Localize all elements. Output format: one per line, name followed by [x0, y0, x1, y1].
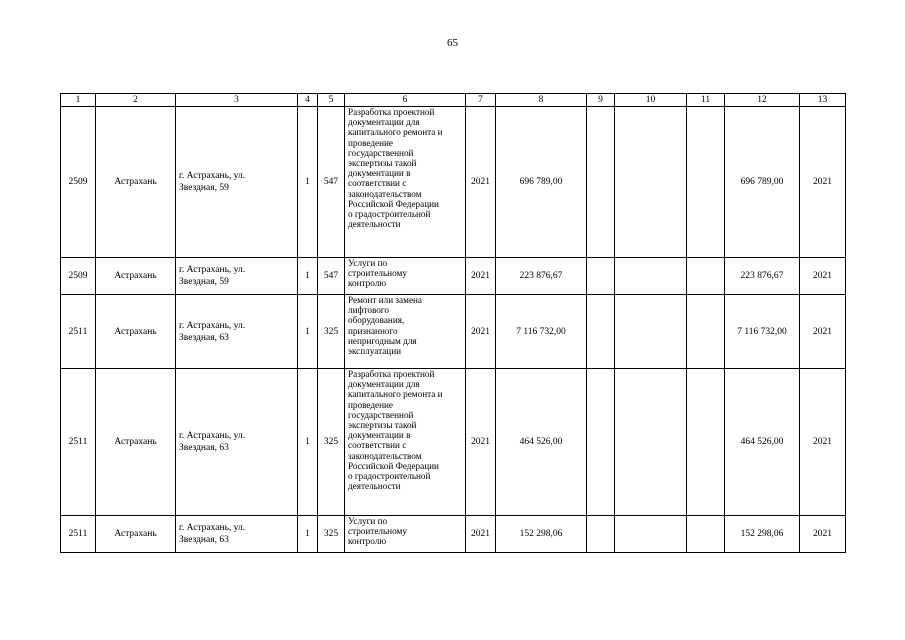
- column-header-1: 1: [61, 94, 96, 107]
- cell-col4: 1: [298, 516, 318, 553]
- table-row: [61, 516, 846, 553]
- cell-col9: [587, 107, 615, 258]
- cell-cost: 152 298,06: [496, 516, 587, 553]
- cell-city: Астрахань: [96, 369, 176, 516]
- cell-year: 2021: [466, 295, 496, 369]
- column-header-9: 9: [587, 94, 615, 107]
- cell-col10: [615, 516, 687, 553]
- page-number: 65: [447, 37, 458, 49]
- cell-col10: [615, 258, 687, 295]
- column-header-11: 11: [687, 94, 725, 107]
- cell-id: 2509: [61, 107, 96, 258]
- cell-cost: 464 526,00: [496, 369, 587, 516]
- work-type-text: Услуги по строительному контролю: [348, 516, 407, 547]
- cell-end-year: 2021: [800, 295, 846, 369]
- cell-address: г. Астрахань, ул. Звездная, 59: [176, 258, 298, 295]
- cell-address: г. Астрахань, ул. Звездная, 63: [176, 295, 298, 369]
- column-header-3: 3: [176, 94, 298, 107]
- column-header-2: 2: [96, 94, 176, 107]
- cell-city: Астрахань: [96, 258, 176, 295]
- cell-id: 2511: [61, 516, 96, 553]
- cell-total: 7 116 732,00: [725, 295, 800, 369]
- work-type-text: Ремонт или замена лифтового оборудования, признанного непригодным для эксплуатации: [348, 295, 423, 357]
- cell-col5: 547: [318, 258, 345, 295]
- column-header-4: 4: [298, 94, 318, 107]
- cell-end-year: 2021: [800, 369, 846, 516]
- column-header-6: 6: [345, 94, 466, 107]
- cell-col11: [687, 107, 725, 258]
- cell-col11: [687, 369, 725, 516]
- cell-col10: [615, 295, 687, 369]
- cell-city: Астрахань: [96, 295, 176, 369]
- cell-year: 2021: [466, 516, 496, 553]
- cell-id: 2509: [61, 258, 96, 295]
- cell-col9: [587, 369, 615, 516]
- cell-work-type: [345, 107, 466, 258]
- cell-col10: [615, 369, 687, 516]
- cell-col4: 1: [298, 369, 318, 516]
- column-header-8: 8: [496, 94, 587, 107]
- cell-col9: [587, 516, 615, 553]
- header-row: [61, 94, 846, 107]
- cell-col9: [587, 258, 615, 295]
- cell-work-type: [345, 516, 466, 553]
- work-type-text: Разработка проектной документации для капитального ремонта и проведение государственной экспертизы такой документации в соответствии с законодательством Российской Федерации о градостроительной деятельности: [348, 369, 443, 492]
- cell-cost: 7 116 732,00: [496, 295, 587, 369]
- column-header-7: 7: [466, 94, 496, 107]
- cell-col9: [587, 295, 615, 369]
- cell-work-type: [345, 295, 466, 369]
- cell-work-type: [345, 258, 466, 295]
- table-row: [61, 107, 846, 258]
- column-header-10: 10: [615, 94, 687, 107]
- cell-id: 2511: [61, 295, 96, 369]
- cell-col11: [687, 516, 725, 553]
- table-row: [61, 369, 846, 516]
- column-header-13: 13: [800, 94, 846, 107]
- cell-col4: 1: [298, 295, 318, 369]
- cell-end-year: 2021: [800, 107, 846, 258]
- cell-year: 2021: [466, 369, 496, 516]
- cell-year: 2021: [466, 107, 496, 258]
- cell-col5: 325: [318, 295, 345, 369]
- cell-total: 464 526,00: [725, 369, 800, 516]
- cell-total: 696 789,00: [725, 107, 800, 258]
- cell-col11: [687, 295, 725, 369]
- table-row: [61, 295, 846, 369]
- column-header-12: 12: [725, 94, 800, 107]
- cell-id: 2511: [61, 369, 96, 516]
- cell-address: г. Астрахань, ул. Звездная, 63: [176, 516, 298, 553]
- cell-total: 223 876,67: [725, 258, 800, 295]
- work-type-text: Разработка проектной документации для капитального ремонта и проведение государственной экспертизы такой документации в соответствии с законодательством Российской Федерации о градостроительной деятельности: [348, 107, 443, 230]
- cell-end-year: 2021: [800, 516, 846, 553]
- cell-address: г. Астрахань, ул. Звездная, 59: [176, 107, 298, 258]
- cell-address: г. Астрахань, ул. Звездная, 63: [176, 369, 298, 516]
- cell-col4: 1: [298, 107, 318, 258]
- cell-col5: 325: [318, 516, 345, 553]
- cell-cost: 223 876,67: [496, 258, 587, 295]
- cell-col5: 325: [318, 369, 345, 516]
- work-type-text: Услуги по строительному контролю: [348, 258, 407, 289]
- cell-cost: 696 789,00: [496, 107, 587, 258]
- table-row: [61, 258, 846, 295]
- cell-col5: 547: [318, 107, 345, 258]
- register-table: [60, 93, 846, 553]
- cell-col4: 1: [298, 258, 318, 295]
- cell-total: 152 298,06: [725, 516, 800, 553]
- cell-work-type: [345, 369, 466, 516]
- cell-end-year: 2021: [800, 258, 846, 295]
- cell-col11: [687, 258, 725, 295]
- cell-year: 2021: [466, 258, 496, 295]
- cell-col10: [615, 107, 687, 258]
- column-header-5: 5: [318, 94, 345, 107]
- cell-city: Астрахань: [96, 107, 176, 258]
- cell-city: Астрахань: [96, 516, 176, 553]
